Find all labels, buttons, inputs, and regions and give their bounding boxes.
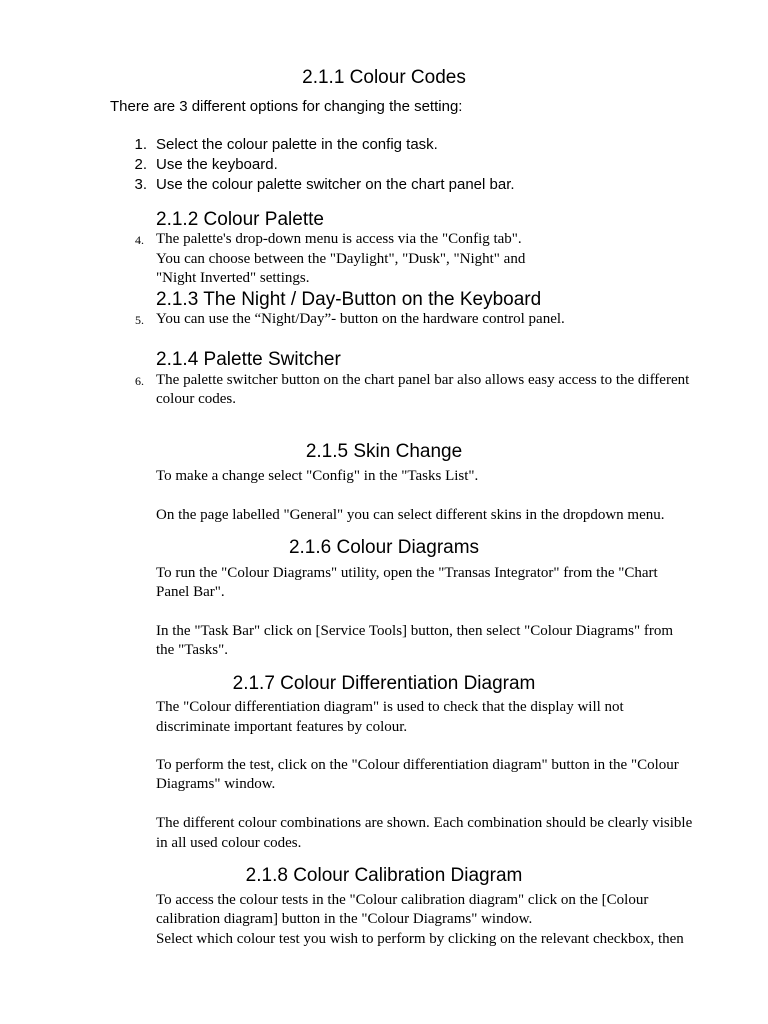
paragraph-line: To access the colour tests in the "Colour calibration diagram" click on the [Colour	[156, 892, 649, 908]
paragraph-line: the "Tasks".	[156, 642, 229, 658]
list-item-line: The palette's drop-down menu is access via the "Config tab".	[156, 231, 522, 247]
paragraph-line: Select which colour test you wish to perform by clicking on the relevant checkbox, then	[156, 931, 684, 947]
intro-text: There are 3 different options for changing the setting:	[110, 98, 463, 115]
list-item-line: The palette switcher button on the chart panel bar also allows easy access to the different	[156, 372, 690, 388]
paragraph-line: The different colour combinations are shown. Each combination should be clearly visible	[156, 815, 693, 831]
heading-2-1-8: 2.1.8 Colour Calibration Diagram	[245, 865, 523, 886]
list-item: Use the keyboard.	[156, 156, 278, 173]
list-number: 4.	[135, 233, 144, 247]
heading-2-1-7: 2.1.7 Colour Differentiation Diagram	[232, 673, 536, 694]
heading-2-1-6: 2.1.6 Colour Diagrams	[288, 537, 480, 558]
paragraph-line: Diagrams" window.	[156, 776, 276, 792]
paragraph: To make a change select "Config" in the "Tasks List".	[156, 468, 479, 484]
list-number: 5.	[135, 313, 144, 327]
heading-2-1-2: 2.1.2 Colour Palette	[156, 209, 324, 230]
paragraph-line: To perform the test, click on the "Colour differentiation diagram" button in the "Colour	[156, 757, 679, 773]
paragraph-line: discriminate important features by colour.	[156, 719, 408, 735]
paragraph-line: calibration diagram] button in the "Colour Diagrams" window.	[156, 911, 533, 927]
list-item-line: You can choose between the "Daylight", "Dusk", "Night" and	[156, 251, 526, 267]
list-number: 1.	[134, 136, 147, 153]
heading-2-1-5: 2.1.5 Skin Change	[305, 441, 463, 462]
heading-2-1-4: 2.1.4 Palette Switcher	[156, 349, 341, 370]
heading-2-1-1: 2.1.1 Colour Codes	[302, 67, 466, 88]
paragraph-line: In the "Task Bar" click on [Service Tools] button, then select "Colour Diagrams" from	[156, 623, 673, 639]
paragraph-line: To run the "Colour Diagrams" utility, open the "Transas Integrator" from the "Chart	[156, 565, 658, 581]
list-item-line: "Night Inverted" settings.	[156, 270, 310, 286]
list-number: 2.	[134, 156, 147, 173]
list-item: You can use the “Night/Day”- button on the hardware control panel.	[156, 311, 565, 327]
list-item-line: colour codes.	[156, 391, 236, 407]
paragraph-line: The "Colour differentiation diagram" is used to check that the display will not	[156, 699, 624, 715]
paragraph-line: in all used colour codes.	[156, 835, 302, 851]
paragraph: On the page labelled "General" you can select different skins in the dropdown menu.	[156, 507, 665, 523]
list-item: Select the colour palette in the config task.	[156, 136, 438, 153]
list-number: 6.	[135, 374, 144, 388]
paragraph-line: Panel Bar".	[156, 584, 225, 600]
list-item: Use the colour palette switcher on the chart panel bar.	[156, 176, 515, 193]
heading-2-1-3: 2.1.3 The Night / Day-Button on the Keyboard	[156, 289, 542, 310]
list-number: 3.	[134, 176, 147, 193]
